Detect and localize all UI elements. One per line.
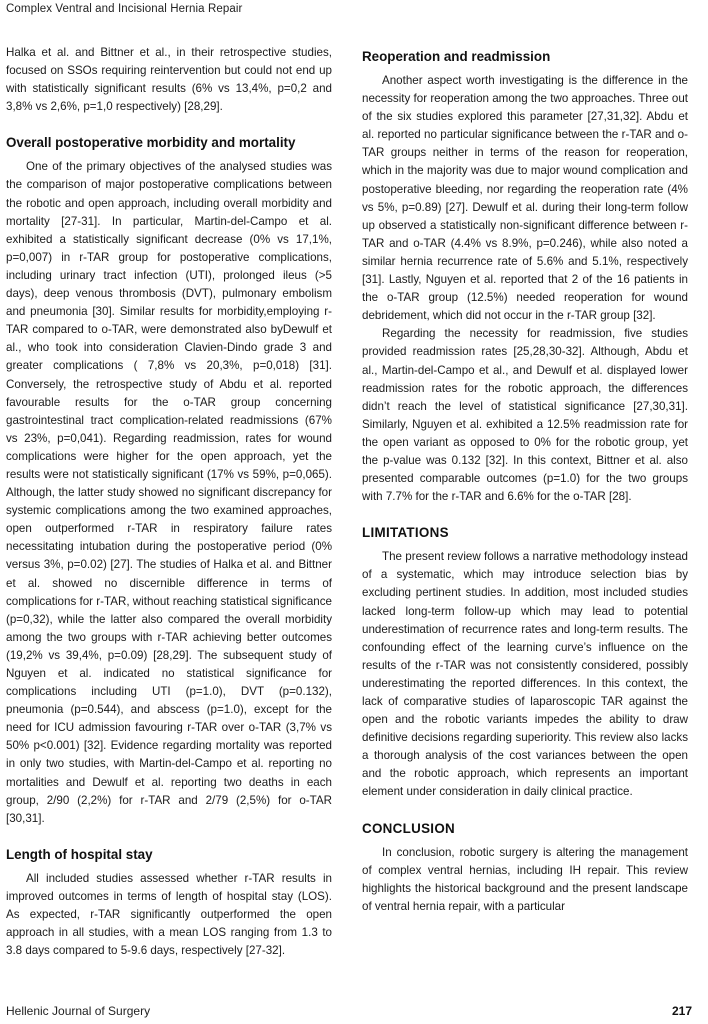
los-heading: Length of hospital stay	[6, 846, 153, 862]
page-number: 217	[671, 1004, 692, 1018]
limitations-paragraph: The present review follows a narrative methodology instead of a systematic, which may introduce selection bias by excluding pertinent studies. In addition, most included studies lacked long-term follow-up which may lead to potential underestimation of recurrence rates and long-term results. The confounding effect of the learning curve’s influence on the results of the r-TAR was not consistently considered, possibly underestimating the reported differences. In this context, the lack of comparative studies of laparoscopic TAR against the open and the robotic variants impedes the ability to draw definitive decisions regarding superiority. This review also lacks a thorough analysis of the cost variances between the open and the robotic approach, which represents an important element under consideration in daily clinical practice.	[362, 550, 688, 799]
intro-paragraph: Halka et al. and Bittner et al., in their retrospective studies, focused on SSOs requiring reintervention but could not end up with statistically significant results (6% vs 13,4%, p=0,2 and 3,8% vs 2,6%, p=1,0 respectively) [28,29].	[6, 46, 332, 114]
running-title: Complex Ventral and Incisional Hernia Repair	[6, 3, 243, 15]
right-column	[362, 44, 688, 916]
reoperation-paragraph: Another aspect worth investigating is the difference in the necessity for reoperation among the two approaches. Three out of the six studies explored this parameter [27,31,32]. Abdu et al. reported no particular significance between the r-TAR and o-TAR groups neither in terms of the reason for reoperation, which in the majority was due to major wound complication and postoperative bleeding, nor regarding the reoperation rate (4% vs 5%, p=0.89) [27]. Dewulf et al. during their long-term follow up observed a statistically non-significant difference between r-TAR and o-TAR (4.4% vs 8.9%, p=0.246), while also noted a similar hernia recurrence rate of 5.6% and 5.1%, respectively [31]. Lastly, Nguyen et al. reported that 2 of the 16 patients in the o-TAR group (12.5%) needed reoperation for wound debridement, which did not occur in the r-TAR group [32].	[362, 74, 688, 323]
los-paragraph: All included studies assessed whether r-TAR results in improved outcomes in terms of length of hospital stay (LOS). As expected, r-TAR significantly outperformed the open approach in all studies, with a mean LOS ranging from 1.3 to 3.8 days compared to 5-9.6 days, respectively [27-32].	[6, 871, 332, 958]
morbidity-heading: Overall postoperative morbidity and mortality	[6, 135, 296, 151]
limitations-heading: LIMITATIONS	[362, 525, 449, 541]
morbidity-paragraph: One of the primary objectives of the analysed studies was the comparison of major postoperative complications between the robotic and open approach, including overall morbidity and mortality [27-31]. In particular, Martin-del-Campo et al. exhibited a statistically significant decrease (0% vs 17,1%, p=0,007) in r-TAR group for postoperative complications, including urinary tract infection (UTI), prolonged ileus (>5 days), deep venous thrombosis (DVT), pulmonary embolism and pneumonia [30]. Similar results for morbidity,employing r-TAR compared to o-TAR, were demonstrated also byDewulf et al., who took into consideration Clavien-Dindo grade 3 and greater complications ( 7,8% vs 20,3%, p=0,018) [31]. Conversely, the retrospective study of Abdu et al. reported favourable results for the o-TAR group concerning gastrointestinal tract complication-related readmissions (67% vs 23%, p=0,041). Regarding readmission, rates for wound complications were higher for the open approach, yet the results were not statistically significant (17% vs 59%, p=0,065). Although, the latter study showed no significant discrepancy for systemic complications among the two examined approaches, open outperformed r-TAR in respiratory failure rates necessitating intubation during the postoperative period (0% versus 3%, p=0.02) [27]. The studies of Halka et al. and Bittner et al. showed no discernible difference in terms of complications for r-TAR, without reaching statistical significance (p=0,32), while the latter also compared the overall morbidity among the two groups with r-TAR achieving better outcomes (19,2% vs 39,4%, p=0.09) [28,29]. The subsequent study of Nguyen et al. indicated no statistical significance for complications including UTI (p=1.0), DVT (p=0.132), pneumonia (p=0.544), and abscess (p=1.0), except for the need for ICU admission favouring r-TAR over o-TAR (3,7% vs 50% p<0.001) [32]. Evidence regarding mortality was reported in only two studies, with Martin-del-Campo et al. reporting no mortalities and Dewulf et al. reporting two deaths in each group, 2/90 (2,2%) for r-TAR and 2/79 (2,5%) for o-TAR [30,31].	[6, 160, 332, 825]
conclusion-paragraph: In conclusion, robotic surgery is altering the management of complex ventral hernias, including IH repair. This review highlights the historical background and the present landscape of ventral hernia repair, with a particular	[362, 845, 688, 913]
reoperation-heading: Reoperation and readmission	[362, 49, 551, 64]
left-column	[6, 44, 332, 960]
journal-name: Hellenic Journal of Surgery	[6, 1004, 151, 1018]
readmission-paragraph: Regarding the necessity for readmission, five studies provided readmission rates [25,28,30-32]. Although, Abdu et al., Martin-del-Campo et al., and Dewulf et al. displayed lower readmission rates for the robotic approach, the differences didn’t reach the level of statistical significance [27,30,31]. Similarly, Nguyen et al. exhibited a 12.5% readmission rate for the open variant as opposed to 0% for the robotic group, yet the p-value was 0.132 [32]. In this context, Bittner et al. also presented comparable outcomes (p=1.0) for the two groups with 7.7% for the r-TAR and 6.6% for the o-TAR [28].	[362, 327, 688, 504]
conclusion-heading: CONCLUSION	[362, 820, 456, 836]
